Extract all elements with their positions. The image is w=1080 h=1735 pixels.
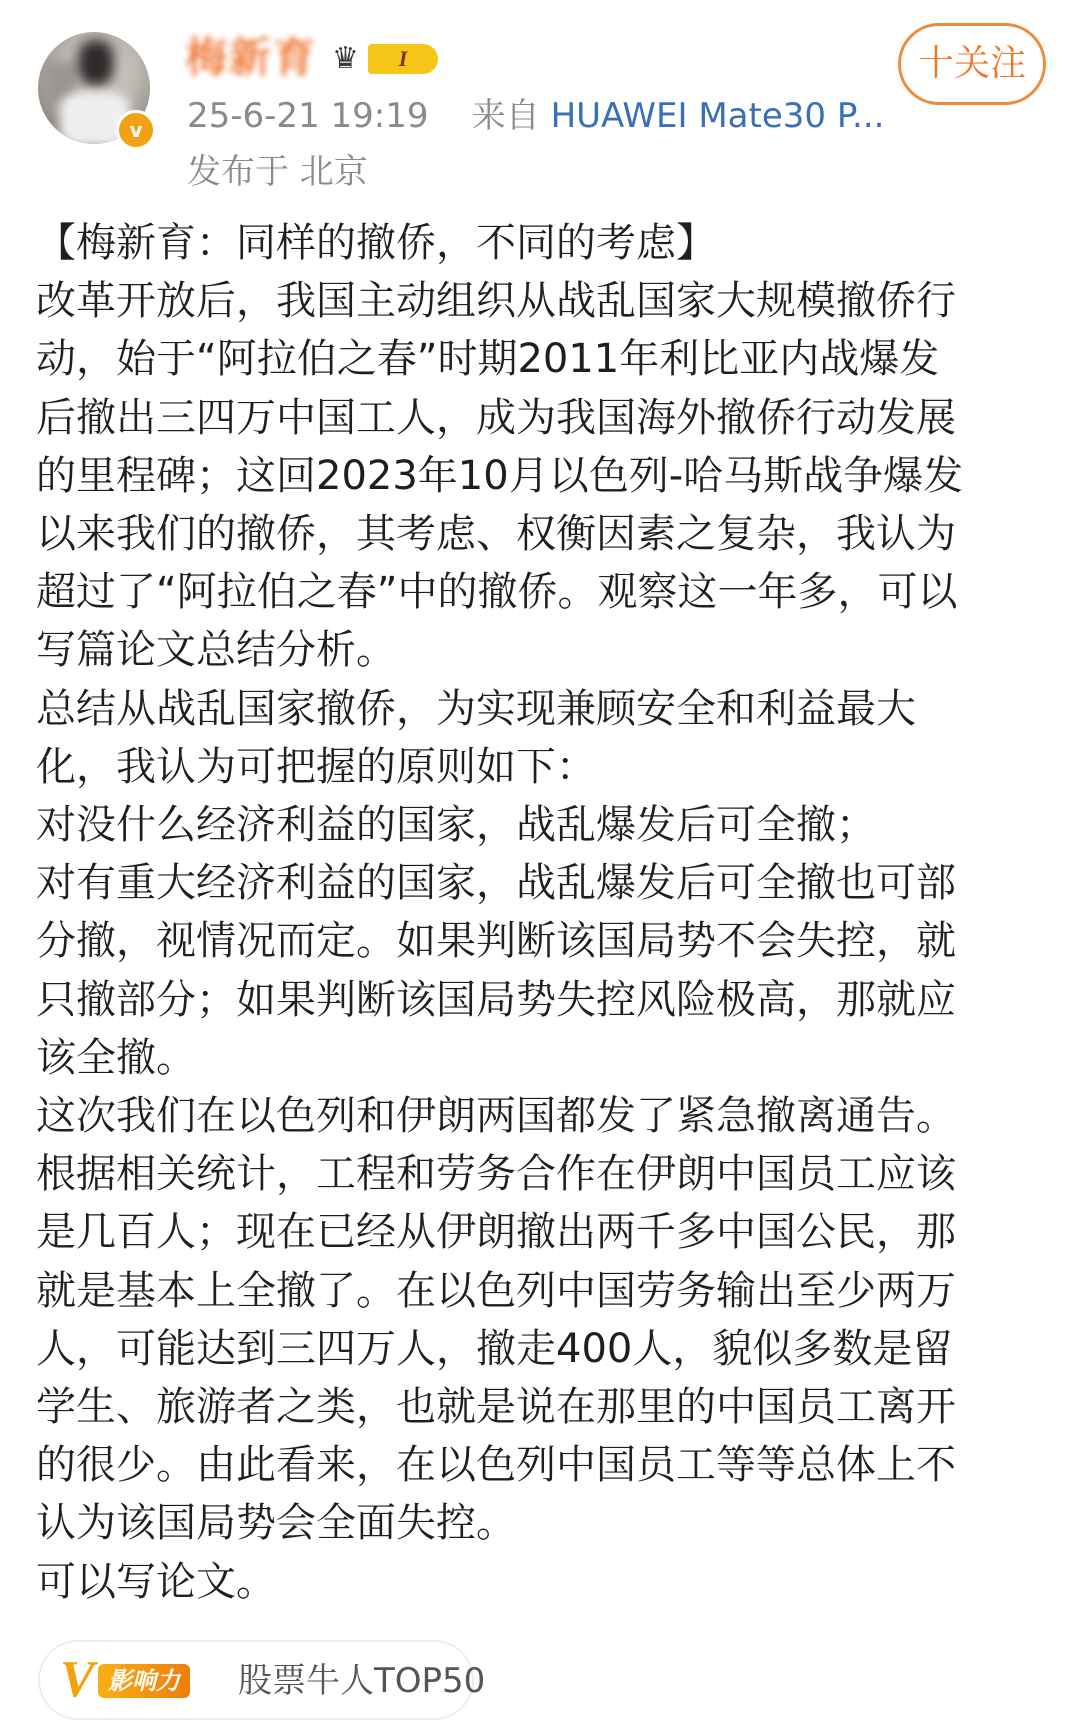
post-content bbox=[36, 214, 1048, 1611]
author-name[interactable]: 梅新育 bbox=[185, 33, 318, 82]
post-text-line: 对没什么经济利益的国家，战乱爆发后可全撤； bbox=[36, 802, 876, 849]
post-text-line: 就是基本上全撤了。在以色列中国劳务输出至少两万 bbox=[36, 1267, 956, 1314]
member-level-badge[interactable] bbox=[332, 40, 444, 78]
verified-icon: v bbox=[116, 110, 156, 150]
post-text-line: 的很少。由此看来，在以色列中国员工等等总体上不 bbox=[36, 1442, 956, 1489]
influence-badge-label: 影响力 bbox=[98, 1664, 190, 1698]
influence-tag-text: 股票牛人TOP50 bbox=[238, 1661, 486, 1701]
post-text-line: 对有重大经济利益的国家，战乱爆发后可全撤也可部 bbox=[36, 860, 956, 907]
post-text-line: 后撤出三四万中国工人，成为我国海外撤侨行动发展 bbox=[36, 394, 956, 441]
post-meta bbox=[187, 94, 884, 138]
source-device-link[interactable]: HUAWEI Mate30 P... bbox=[550, 96, 885, 136]
post-header bbox=[0, 0, 1080, 200]
influence-tag[interactable] bbox=[38, 1640, 486, 1720]
post-text-line: 可以写论文。 bbox=[36, 1558, 276, 1605]
post-text-line: 的里程碑；这回2023年10月以色列-哈马斯战争爆发 bbox=[36, 452, 964, 499]
crown-icon: ♛ bbox=[332, 41, 359, 76]
post-text-line: 这次我们在以色列和伊朗两国都发了紧急撤离通告。 bbox=[36, 1093, 956, 1140]
post-text-line: 是几百人；现在已经从伊朗撤出两千多中国公民，那 bbox=[36, 1209, 956, 1256]
post-text-line: 该全撤。 bbox=[36, 1034, 196, 1081]
post-text-line: 以来我们的撤侨，其考虑、权衡因素之复杂，我认为 bbox=[36, 511, 956, 558]
post-text-line: 学生、旅游者之类，也就是说在那里的中国员工离开 bbox=[36, 1384, 956, 1431]
post-text-line: 分撤，视情况而定。如果判断该国局势不会失控，就 bbox=[36, 918, 956, 965]
post-text-line: 根据相关统计，工程和劳务合作在伊朗中国员工应该 bbox=[36, 1151, 956, 1198]
post-text-line: 认为该国局势会全面失控。 bbox=[36, 1500, 516, 1547]
post-text-line: 改革开放后，我国主动组织从战乱国家大规模撤侨行 bbox=[36, 278, 956, 325]
follow-button[interactable]: 十关注 bbox=[898, 23, 1046, 105]
post-text-line: 只撤部分；如果判断该国局势失控风险极高，那就应 bbox=[36, 976, 956, 1023]
post-text-line: 人，可能达到三四万人，撤走400人，貌似多数是留 bbox=[36, 1325, 953, 1372]
post-timestamp: 25-6-21 19:19 bbox=[187, 96, 429, 136]
post-text-line: 写篇论文总结分析。 bbox=[36, 627, 396, 674]
post-title: 【梅新育：同样的撤侨，不同的考虑】 bbox=[36, 220, 716, 266]
post-text-line: 化，我认为可把握的原则如下： bbox=[36, 743, 596, 790]
influence-v-letter: V bbox=[60, 1651, 95, 1708]
avatar-blur-region bbox=[78, 40, 114, 86]
post-location: 发布于 北京 bbox=[187, 152, 368, 192]
influence-v-icon bbox=[60, 1651, 220, 1708]
level-label: I bbox=[368, 44, 438, 74]
post-text-line: 动，始于“阿拉伯之春”时期2011年利比亚内战爆发 bbox=[36, 336, 940, 383]
post-text-line: 超过了“阿拉伯之春”中的撤侨。观察这一年多，可以 bbox=[36, 569, 958, 616]
post-text-line: 总结从战乱国家撤侨，为实现兼顾安全和利益最大 bbox=[36, 685, 916, 732]
source-prefix: 来自 bbox=[471, 96, 540, 136]
